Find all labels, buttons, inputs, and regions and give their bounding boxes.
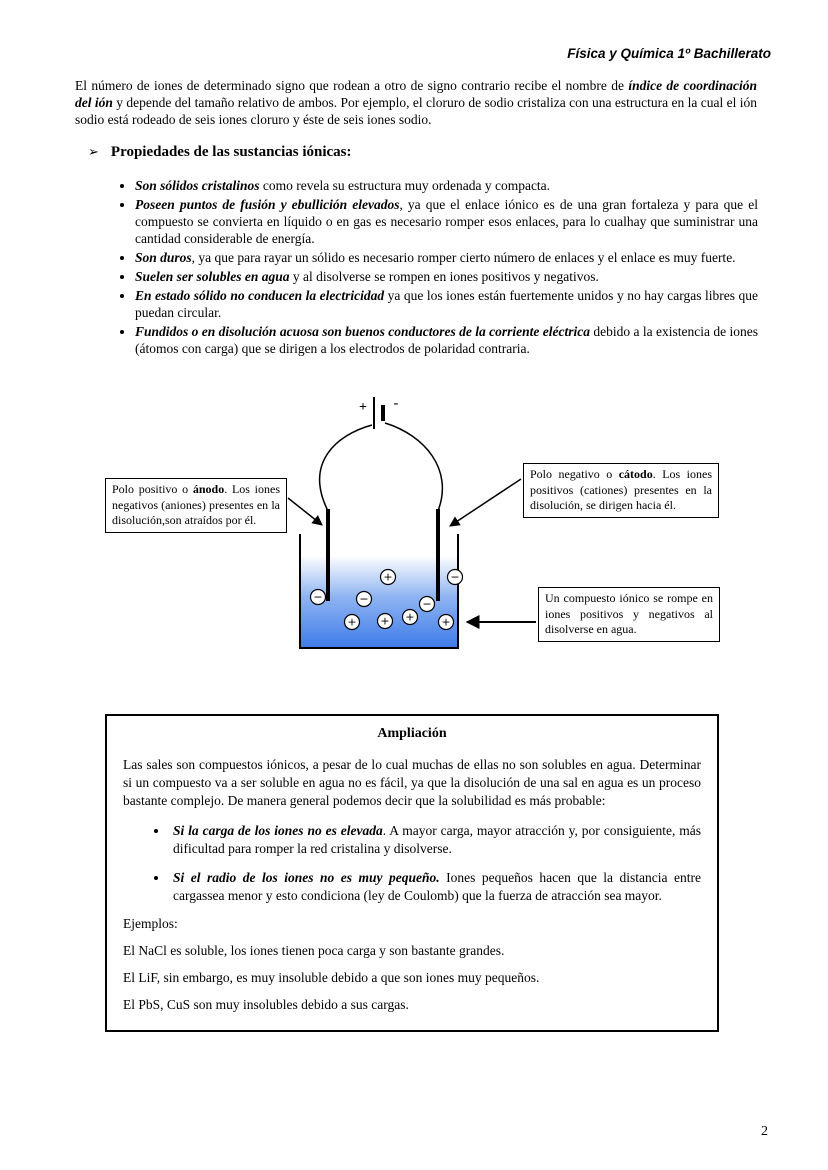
ion-plus-icon (439, 615, 454, 630)
ampliacion-title: Ampliación (377, 726, 447, 741)
property-item (135, 287, 758, 321)
bullet-lead: Si el radio de los iones no es muy pequeño. (173, 870, 440, 886)
svg-text:+: + (405, 610, 415, 624)
property-item (135, 196, 758, 247)
ion-minus-icon (357, 592, 372, 607)
section-heading (88, 144, 352, 161)
svg-text:+: + (380, 614, 390, 628)
ion-plus-icon (378, 614, 393, 629)
wire-right (385, 423, 442, 511)
anode-arrow-icon (288, 498, 322, 525)
property-text: y al disolverse se rompen en iones positivos y negativos. (289, 269, 599, 284)
ion-minus-icon (420, 597, 435, 612)
cathode-arrow-icon (450, 479, 521, 526)
property-text: , ya que para rayar un sólido es necesario romper cierto número de enlaces y el enlace es muy fuerte. (191, 250, 736, 265)
property-text: , ya que el enlace iónico es de una gran fortaleza y para que el compuesto se convierta en líquido o en gas es necesario romper esos enlaces, para lo cualhay que suministrar una cantidad considerable de energía. (135, 197, 758, 246)
intro-text: y depende del tamaño relativo de ambos. Por ejemplo, el cloruro de sodio cristaliza con una estructura en la cual el ión sodio está rodeado de seis iones cloruro y éste de seis iones sodio. (75, 95, 757, 127)
property-lead: Poseen puntos de fusión y ebullición elevados (135, 197, 400, 212)
property-lead: En estado sólido no conducen la electricidad (135, 288, 385, 303)
property-item (135, 268, 758, 285)
ampliacion-bullets (123, 822, 701, 904)
wire-left (320, 425, 372, 511)
anode-term: ánodo (192, 482, 225, 496)
svg-text:+: + (347, 615, 357, 629)
battery-plus-label: + (359, 400, 367, 415)
battery-icon (359, 396, 399, 429)
example-line: El PbS, CuS son muy insolubles debido a sus cargas. (123, 996, 409, 1012)
anode-text: Polo positivo o (112, 482, 193, 496)
property-item (135, 323, 758, 357)
cathode-info-box (523, 463, 719, 518)
ampliacion-box (105, 714, 719, 1032)
ion-plus-icon (403, 610, 418, 625)
compound-info-box: Un compuesto iónico se rompe en iones positivos y negativos al disolverse en agua. (538, 587, 720, 642)
svg-text:−: − (450, 570, 460, 584)
bullet-text: Iones pequeños hacen que la distancia entre cargassea menor y esto condiciona (ley de Coulomb) que la fuerza de atracción sea mayor. (173, 870, 702, 903)
property-text: ya que los iones están fuertemente unidos y no hay cargas libres que puedan circular. (135, 288, 758, 320)
page-number: 2 (761, 1124, 768, 1139)
ampliacion-bullet (169, 869, 701, 905)
svg-text:−: − (422, 597, 432, 611)
properties-list (75, 177, 758, 359)
ion-minus-icon (448, 570, 463, 585)
intro-text: El número de iones de determinado signo que rodean a otro de signo contrario recibe el nombre de (75, 78, 629, 93)
svg-text:−: − (313, 590, 323, 604)
bullet-lead: Si la carga de los iones no es elevada (173, 823, 383, 839)
ion-plus-icon (381, 570, 396, 585)
anode-text: . Los iones negativos (aniones) presentes en la disolución,son atraídos por él. (112, 482, 280, 528)
ampliacion-paragraph: Las sales son compuestos iónicos, a pesar de lo cual muchas de ellas no son solubles en agua. Determinar si un compuesto va a ser soluble en agua no es fácil, ya que la disolución de una sal en agua es un proceso bastante complejo. De manera general podemos decir que la solubilidad es más probable: (123, 757, 701, 808)
ion-plus-icon (345, 615, 360, 630)
intro-bold-term: índice de coordinación del ión (75, 78, 757, 110)
anode-info-box (105, 478, 287, 533)
property-lead: Fundidos o en disolución acuosa son buenos conductores de la corriente eléctrica (135, 324, 590, 339)
svg-text:−: − (359, 592, 369, 606)
header-title: Física y Química 1º Bachillerato (567, 46, 771, 61)
electrolysis-diagram (0, 395, 828, 667)
section-title: Propiedades de las sustancias iónicas: (110, 144, 352, 160)
bullet-text: . A mayor carga, mayor atracción y, por consiguiente, más dificultad para romper la red cristalina y disolverse. (173, 823, 701, 857)
ampliacion-bullet (169, 822, 701, 858)
property-lead: Suelen ser solubles en agua (135, 269, 290, 284)
cathode-text: . Los iones positivos (cationes) presentes en la disolución, se dirigen hacia él. (530, 467, 712, 513)
intro-paragraph (75, 77, 757, 128)
property-lead: Son sólidos cristalinos (135, 178, 260, 193)
property-text: como revela su estructura muy ordenada y compacta. (259, 178, 551, 193)
cathode-term: cátodo (618, 467, 653, 481)
svg-text:+: + (441, 615, 451, 629)
battery-minus-label: - (393, 396, 399, 411)
examples-label: Ejemplos: (123, 915, 178, 931)
cathode-text: Polo negativo o (530, 467, 619, 481)
arrow-bullet-icon: ➢ (88, 144, 99, 159)
property-item (135, 177, 758, 194)
example-line: El NaCl es soluble, los iones tienen poca carga y son bastante grandes. (123, 942, 505, 958)
svg-text:+: + (383, 570, 393, 584)
example-line: El LiF, sin embargo, es muy insoluble debido a que son iones muy pequeños. (123, 969, 540, 985)
property-lead: Son duros (135, 250, 192, 265)
ion-minus-icon (311, 590, 326, 605)
property-item (135, 249, 758, 266)
property-text: debido a la existencia de iones (átomos con carga) que se dirigen a los electrodos de polaridad contraria. (135, 324, 758, 356)
